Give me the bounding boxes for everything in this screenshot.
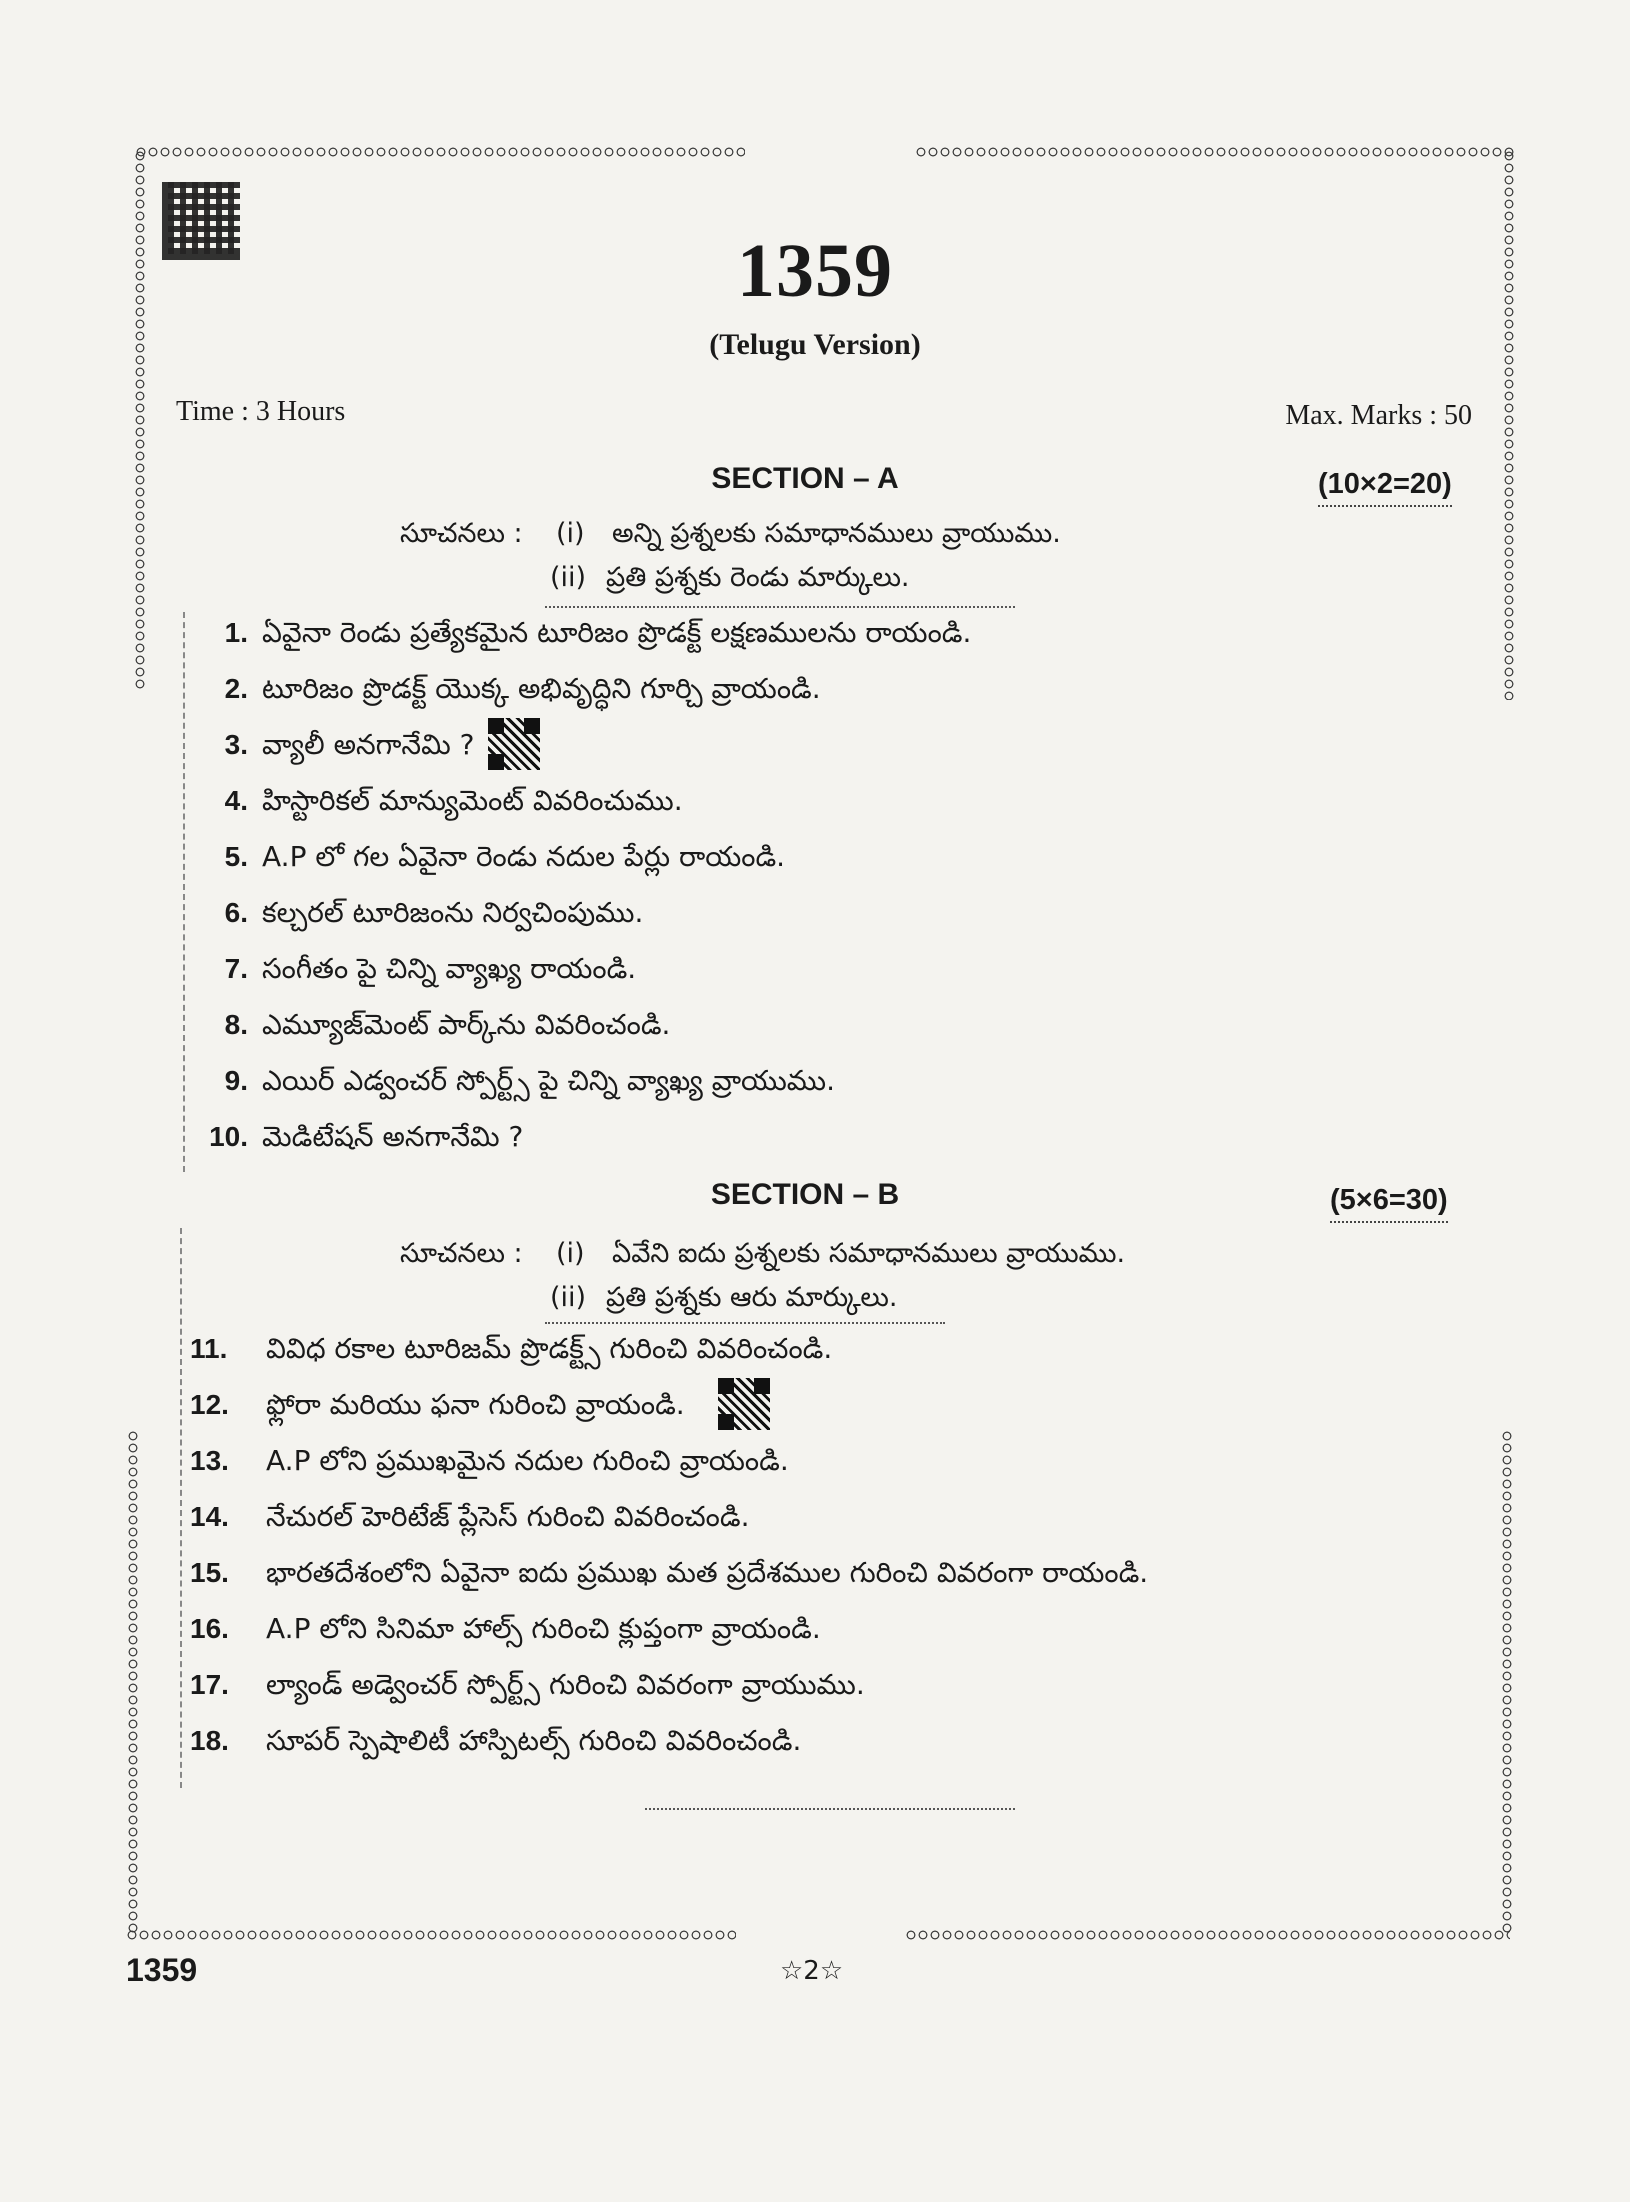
paper-version: (Telugu Version) bbox=[709, 328, 921, 361]
question-12: 12. ఫ్లోరా మరియు ఫనా గురించి వ్రాయండి. bbox=[190, 1388, 685, 1421]
section-a-instruction-label: సూచనలు : bbox=[400, 518, 523, 549]
section-b-instruction-1: (i) ఏవేని ఐదు ప్రశ్నలకు సమాధానములు వ్రాయుము. bbox=[556, 1238, 1126, 1269]
section-b-margin-line bbox=[180, 1228, 182, 1788]
section-b-marks: (5×6=30) bbox=[1330, 1184, 1448, 1223]
qr-code-icon bbox=[488, 718, 540, 770]
paper-code-title: 1359 bbox=[737, 229, 893, 313]
exam-time: Time : 3 Hours bbox=[176, 396, 346, 427]
border-left-lower bbox=[126, 1430, 140, 1935]
footer-paper-code: 1359 bbox=[126, 1952, 198, 1988]
section-a-instruction-rule bbox=[545, 606, 1015, 608]
question-2: 2. టూరిజం ప్రొడక్ట్ యొక్క అభివృద్ధిని గూర్చి వ్రాయండి. bbox=[224, 672, 821, 705]
question-13: 13. A.P లోని ప్రముఖమైన నదుల గురించి వ్రాయండి. bbox=[190, 1444, 789, 1477]
border-top-left bbox=[135, 145, 745, 159]
question-4: 4. హిస్టారికల్ మాన్యుమెంట్ వివరించుము. bbox=[224, 784, 683, 817]
question-3: 3. వ్యాలీ అనగానేమి ? bbox=[224, 728, 475, 761]
question-18: 18. సూపర్ స్పెషాలిటీ హాస్పిటల్స్ గురించి వివరించండి. bbox=[190, 1724, 802, 1757]
question-14: 14. నేచురల్ హెరిటేజ్ ప్లేసెస్ గురించి వివరించండి. bbox=[190, 1500, 750, 1533]
question-16: 16. A.P లోని సినిమా హాల్స్ గురించి క్లుప్తంగా వ్రాయండి. bbox=[190, 1612, 821, 1645]
end-rule bbox=[645, 1808, 1015, 1810]
question-6: 6. కల్చరల్ టూరిజంను నిర్వచింపుము. bbox=[224, 896, 644, 929]
border-bottom-right bbox=[905, 1928, 1510, 1942]
border-bottom-left bbox=[126, 1928, 736, 1942]
section-b-instruction-rule bbox=[545, 1322, 945, 1324]
border-top-right bbox=[915, 145, 1515, 159]
question-9: 9. ఎయిర్ ఎడ్వంచర్ స్పోర్ట్స్ పై చిన్ని వ్యాఖ్య వ్రాయుము. bbox=[224, 1064, 835, 1097]
question-5: 5. A.P లో గల ఏవైనా రెండు నదుల పేర్లు రాయండి. bbox=[224, 840, 786, 873]
section-b-instruction-2: (ii) ప్రతి ప్రశ్నకు ఆరు మార్కులు. bbox=[550, 1282, 898, 1313]
border-right-lower bbox=[1500, 1430, 1514, 1935]
question-10: 10. మెడిటేషన్ అనగానేమి ? bbox=[209, 1120, 524, 1153]
question-7: 7. సంగీతం పై చిన్ని వ్యాఖ్య రాయండి. bbox=[224, 952, 637, 985]
section-a-instruction-2: (ii) ప్రతి ప్రశ్నకు రెండు మార్కులు. bbox=[550, 562, 910, 593]
section-b-heading: SECTION – B bbox=[710, 1178, 900, 1211]
max-marks: Max. Marks : 50 bbox=[1285, 400, 1472, 431]
section-b-instruction-label: సూచనలు : bbox=[400, 1238, 523, 1269]
question-1: 1. ఏవైనా రెండు ప్రత్యేకమైన టూరిజం ప్రొడక్ట్ లక్షణములను రాయండి. bbox=[224, 616, 972, 649]
footer-page-number: ☆2☆ bbox=[780, 1956, 844, 1986]
qr-code-icon bbox=[718, 1378, 770, 1430]
section-a-instruction-1: (i) అన్ని ప్రశ్నలకు సమాధానములు వ్రాయుము. bbox=[556, 518, 1061, 549]
question-11: 11. వివిధ రకాల టూరిజమ్ ప్రొడక్ట్స్ గురించి వివరించండి. bbox=[190, 1332, 833, 1365]
section-a-margin-line bbox=[183, 612, 185, 1172]
section-a-heading: SECTION – A bbox=[711, 462, 899, 495]
question-15: 15. భారతదేశంలోని ఏవైనా ఐదు ప్రముఖ మత ప్రదేశముల గురించి వివరంగా రాయండి. bbox=[190, 1556, 1149, 1589]
question-17: 17. ల్యాండ్ అడ్వెంచర్ స్పోర్ట్స్ గురించి వివరంగా వ్రాయుము. bbox=[190, 1668, 865, 1701]
question-8: 8. ఎమ్యూజ్‌మెంట్ పార్క్‌ను వివరించండి. bbox=[224, 1008, 671, 1041]
section-a-marks: (10×2=20) bbox=[1318, 468, 1452, 507]
